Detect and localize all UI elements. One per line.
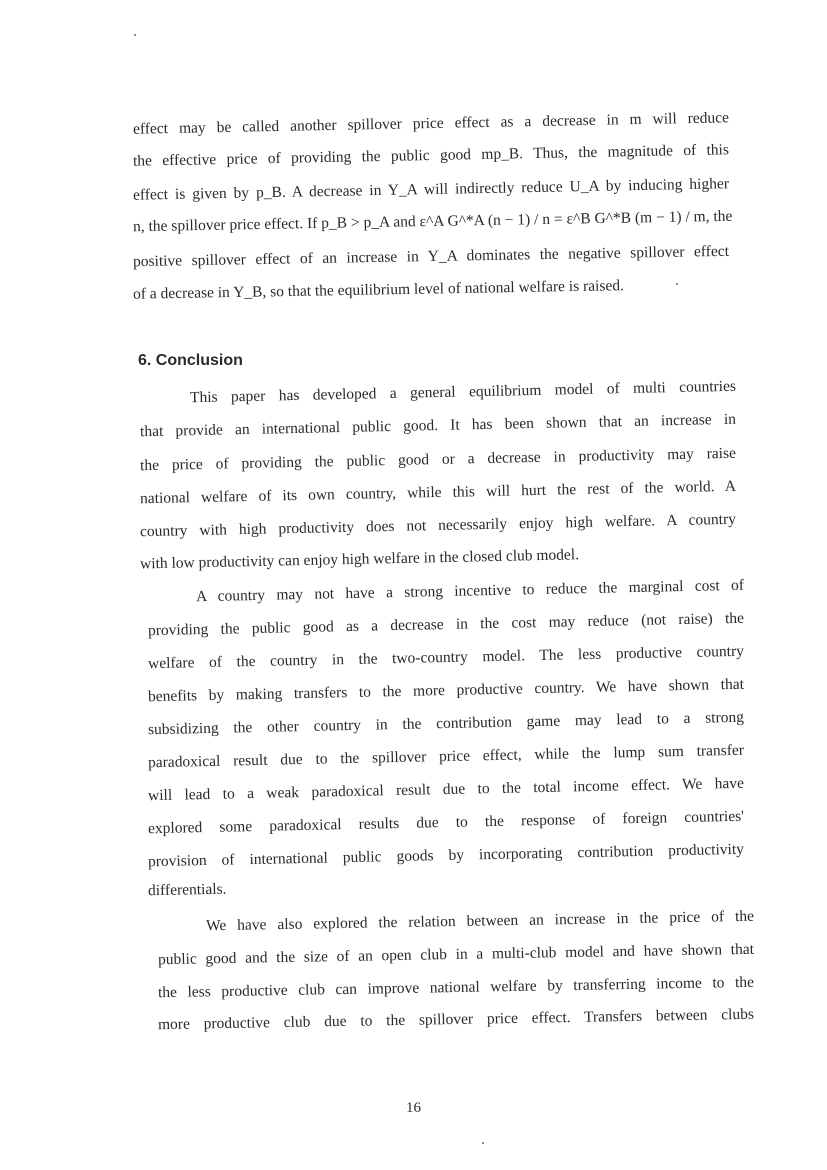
body-text-line: differentials. [147, 880, 227, 900]
body-text-line: paradoxical result due to the spillover price effect, while the lump sum transfer [147, 741, 745, 772]
body-text-line: providing the public good as a decrease in the cost may reduce (not raise) the [147, 609, 745, 640]
body-text-line: with low productivity can enjoy high welfare in the closed club model. [139, 546, 580, 573]
body-text-line: welfare of the country in the two-country model. The less productive country [147, 642, 745, 673]
body-text-line: public good and the size of an open club in a multi-club model and have shown that [157, 940, 755, 969]
scan-speck [134, 34, 136, 36]
body-text-line: We have also explored the relation between an increase in the price of the [205, 907, 755, 935]
body-text-line: that provide an international public good. It has been shown that an increase in [139, 410, 737, 441]
body-text-line: country with high productivity does not necessarily enjoy high welfare. A country [139, 510, 737, 541]
body-text-line: effect is given by p_B. A decrease in Y_A will indirectly reduce U_A by inducing higher [132, 175, 730, 204]
body-text-line: effect may be called another spillover price effect as a decrease in m will reduce [132, 109, 730, 138]
scan-speck [676, 283, 678, 285]
body-text-line: national welfare of its own country, while this will hurt the rest of the world. A [139, 477, 737, 508]
body-text-line: will lead to a weak paradoxical result due to the total income effect. We have [147, 774, 745, 805]
body-text-line: the less productive club can improve national welfare by transferring income to the [157, 973, 755, 1002]
body-text-line: provision of international public goods by incorporating contribution productivity [147, 840, 745, 871]
body-text-line: explored some paradoxical results due to the response of foreign countries' [147, 807, 745, 838]
body-text-line: subsidizing the other country in the contribution game may lead to a strong [147, 708, 745, 739]
body-text-line: the price of providing the public good or a decrease in productivity may raise [139, 444, 737, 475]
body-text-line: of a decrease in Y_B, so that the equilibrium level of national welfare is raised. [132, 277, 625, 303]
body-text-line: n, the spillover price effect. If p_B > p_A and ε^A G^*A (n − 1) / n = ε^B G^*B (m − 1) / m, the [132, 207, 733, 236]
scan-speck [482, 1142, 484, 1144]
body-text-line: positive spillover effect of an increase in Y_A dominates the negative spillover effect [132, 242, 730, 271]
body-text-line: This paper has developed a general equilibrium model of multi countries [189, 377, 737, 407]
body-text-line: benefits by making transfers to the more productive country. We have shown that [147, 675, 745, 706]
body-text-line: A country may not have a strong incentive to reduce the marginal cost of [195, 576, 745, 606]
body-text-line: the effective price of providing the public good mp_B. Thus, the magnitude of this [132, 141, 730, 170]
page-number: 16 [406, 1100, 421, 1116]
section-heading: 6. Conclusion [138, 352, 243, 369]
body-text-line: more productive club due to the spillover price effect. Transfers between clubs [157, 1005, 755, 1034]
